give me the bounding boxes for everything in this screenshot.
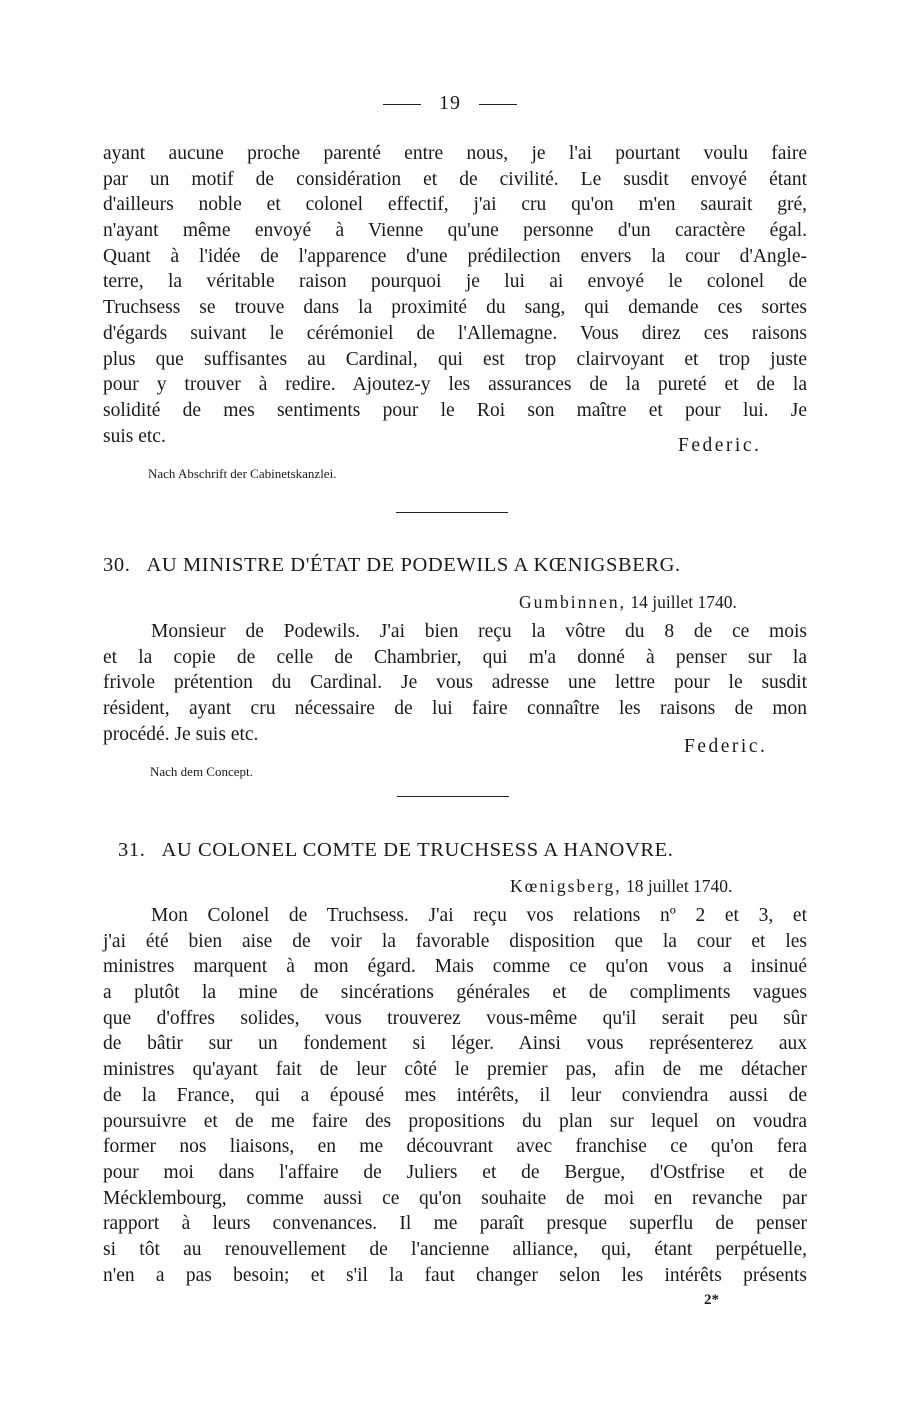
letter-place: Gumbinnen, (519, 592, 627, 612)
header-dash-left (383, 104, 421, 105)
text-line: résident, ayant cru nécessaire de lui faire connaître les raisons de mon (103, 698, 807, 720)
section-divider (397, 796, 509, 797)
letter-title: AU COLONEL COMTE DE TRUCHSESS A HANOVRE. (161, 839, 674, 861)
text-line: poursuivre et de me faire des propositions du plan sur lequel on voudra (103, 1110, 807, 1132)
text-line: solidité de mes sentiments pour le Roi son maître et pour lui. Je (103, 399, 807, 421)
text-line: pour moi dans l'affaire de Juliers et de Bergue, d'Ostfrise et de (103, 1161, 807, 1183)
text-line: et la copie de celle de Chambrier, qui m'a donné à penser sur la (103, 646, 807, 668)
text-line: ministres qu'ayant fait de leur côté le premier pas, afin de me détacher (103, 1059, 807, 1081)
page-number: 19 (439, 92, 461, 114)
text-line: Monsieur de Podewils. J'ai bien reçu la vôtre du 8 de ce mois (151, 621, 807, 642)
text-line: a plutôt la mine de sincérations générales et de compliments vagues (103, 982, 807, 1004)
section1-body (103, 141, 807, 449)
letter-heading (118, 839, 673, 862)
letter-place: Kœnigsberg, (510, 876, 622, 896)
page-header (0, 92, 900, 115)
text-line: Truchsess se trouve dans la proximité du sang, qui demande ces sortes (103, 297, 807, 319)
text-line: par un motif de considération et de civilité. Le susdit envoyé étant (103, 168, 807, 190)
letter-heading (103, 554, 681, 577)
text-line: plus que suffisantes au Cardinal, qui est trop clairvoyant et trop juste (103, 348, 807, 370)
text-line: j'ai été bien aise de voir la favorable disposition que la cour et les (103, 930, 807, 952)
letter-dateline (510, 876, 732, 897)
text-line: si tôt au renouvellement de l'ancienne alliance, qui, étant perpétuelle, (103, 1238, 807, 1260)
letter-number: 30. (103, 554, 131, 576)
header-dash-right (479, 104, 517, 105)
section-divider (396, 512, 508, 513)
signature: Federic. (678, 435, 762, 456)
text-line: que d'offres solides, vous trouverez vous-même qu'il serait peu sûr (103, 1007, 807, 1029)
sheet-signature-mark: 2* (704, 1292, 719, 1308)
text-line: ayant aucune proche parenté entre nous, je l'ai pourtant voulu faire (103, 143, 807, 164)
text-line: n'ayant même envoyé à Vienne qu'une personne d'un caractère égal. (103, 220, 807, 242)
text-line: frivole prétention du Cardinal. Je vous adresse une lettre pour le susdit (103, 672, 807, 694)
text-line: d'égards suivant le cérémoniel de l'Allemagne. Vous direz ces raisons (103, 322, 807, 344)
text-line: Mécklembourg, comme aussi ce qu'on souhaite de moi en revanche par (103, 1187, 807, 1209)
letter-title: AU MINISTRE D'ÉTAT DE PODEWILS A KŒNIGSBERG. (146, 554, 681, 576)
text-line: suis etc. (103, 425, 166, 447)
text-line: terre, la véritable raison pourquoi je lui ai envoyé le colonel de (103, 271, 807, 293)
text-line: de bâtir sur un fondement si léger. Ainsi vous représenterez aux (103, 1033, 807, 1055)
source-note: Nach dem Concept. (150, 764, 253, 779)
text-line: Mon Colonel de Truchsess. J'ai reçu vos relations nº 2 et 3, et (151, 905, 807, 926)
text-line: former nos liaisons, en me découvrant avec franchise ce qu'on fera (103, 1136, 807, 1158)
text-line: rapport à leurs convenances. Il me paraît presque superflu de penser (103, 1213, 807, 1235)
text-line: pour y trouver à redire. Ajoutez-y les assurances de la pureté et de la (103, 374, 807, 396)
letter-number: 31. (118, 839, 146, 861)
text-line: Quant à l'idée de l'apparence d'une prédilection envers la cour d'Angle- (103, 245, 807, 267)
source-note: Nach Abschrift der Cabinetskanzlei. (148, 466, 337, 481)
letter30-body (103, 619, 807, 747)
text-line: ministres marquent à mon égard. Mais comme ce qu'on vous a insinué (103, 956, 807, 978)
letter-date: 18 juillet 1740. (625, 876, 733, 896)
text-line: n'en a pas besoin; et s'il la faut changer selon les intérêts présents (103, 1264, 807, 1286)
letter-dateline (519, 592, 737, 613)
text-line: de la France, qui a épousé mes intérêts, il leur conviendra aussi de (103, 1084, 807, 1106)
text-line: d'ailleurs noble et colonel effectif, j'ai cru qu'on m'en saurait gré, (103, 194, 807, 216)
signature: Federic. (684, 736, 768, 757)
text-line: procédé. Je suis etc. (103, 723, 259, 745)
letter-date: 14 juillet 1740. (630, 592, 737, 612)
letter31-body (103, 903, 807, 1288)
